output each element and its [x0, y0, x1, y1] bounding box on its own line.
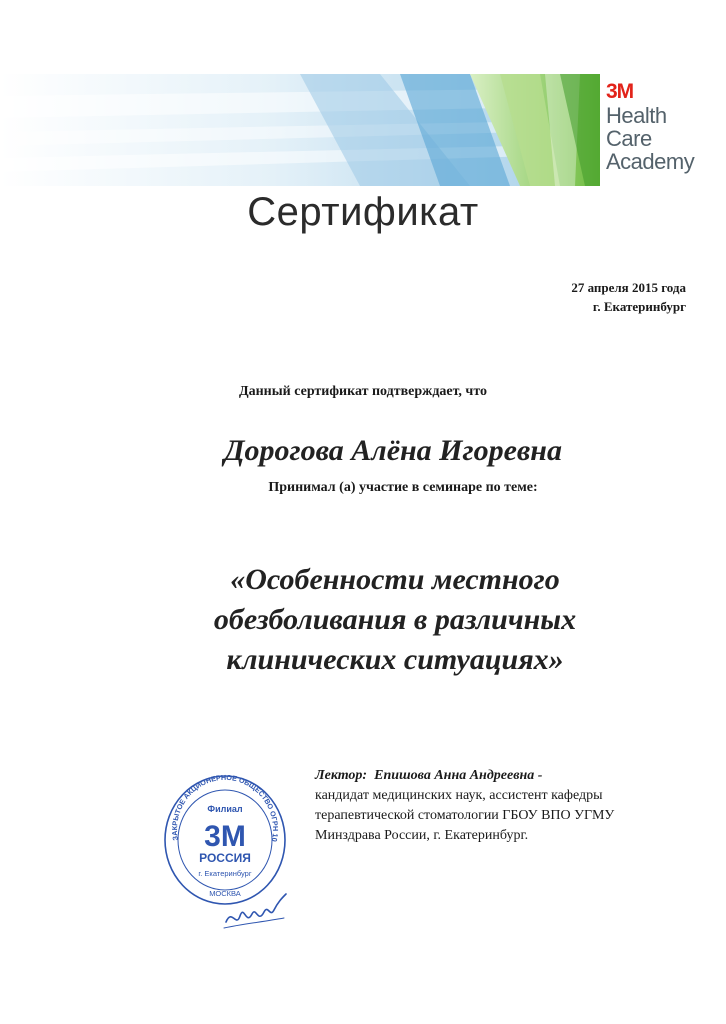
official-stamp — [160, 768, 290, 908]
stamp-mark: 3M — [204, 820, 246, 853]
lecturer-name: Епишова Анна Андреевна - — [374, 768, 543, 783]
participation-text: Принимал (а) участие в семинаре по теме: — [268, 480, 538, 495]
brand-line-academy: Academy — [606, 149, 695, 174]
stamp-bottom: МОСКВА — [209, 889, 241, 898]
issue-city: г. Екатеринбург — [592, 299, 686, 314]
brand-line-health: Health — [606, 103, 667, 128]
stamp-ring-text: ЗАКРЫТОЕ АКЦИОНЕРНОЕ ОБЩЕСТВО ОГРН 10 — [169, 772, 281, 843]
lecturer-credentials-line: Минздрава России, г. Екатеринбург. — [315, 828, 529, 843]
stamp-city: г. Екатеринбург — [198, 869, 252, 878]
intro-text: Данный сертификат подтверждает, что — [238, 384, 488, 399]
issue-date: 27 апреля 2015 года — [571, 280, 686, 295]
lecturer-credentials-line: терапевтической стоматологии ГБОУ ВПО УГМУ — [315, 808, 615, 823]
lecturer-label: Лектор: — [315, 768, 368, 783]
topic-line: обезболивания в различных — [213, 603, 577, 636]
date-block — [571, 278, 686, 316]
recipient-name: Дорогова Алёна Игоревна — [224, 434, 562, 467]
stamp-country: РОССИЯ — [199, 851, 251, 865]
seminar-topic — [0, 560, 726, 680]
brand-mark-3m: 3M — [606, 80, 634, 103]
header-stripe-graphic — [0, 74, 600, 186]
brand-logo — [606, 80, 724, 173]
topic-line: «Особенности местного — [230, 563, 560, 596]
certificate-title: Сертификат — [247, 190, 479, 234]
lecturer-credentials-line: кандидат медицинских наук, ассистент кафедры — [315, 788, 603, 803]
topic-line: клинических ситуациях» — [226, 643, 564, 676]
signature — [222, 888, 302, 938]
brand-line-care: Care — [606, 126, 652, 151]
stamp-branch: Филиал — [207, 804, 243, 814]
lecturer-block — [315, 766, 614, 846]
